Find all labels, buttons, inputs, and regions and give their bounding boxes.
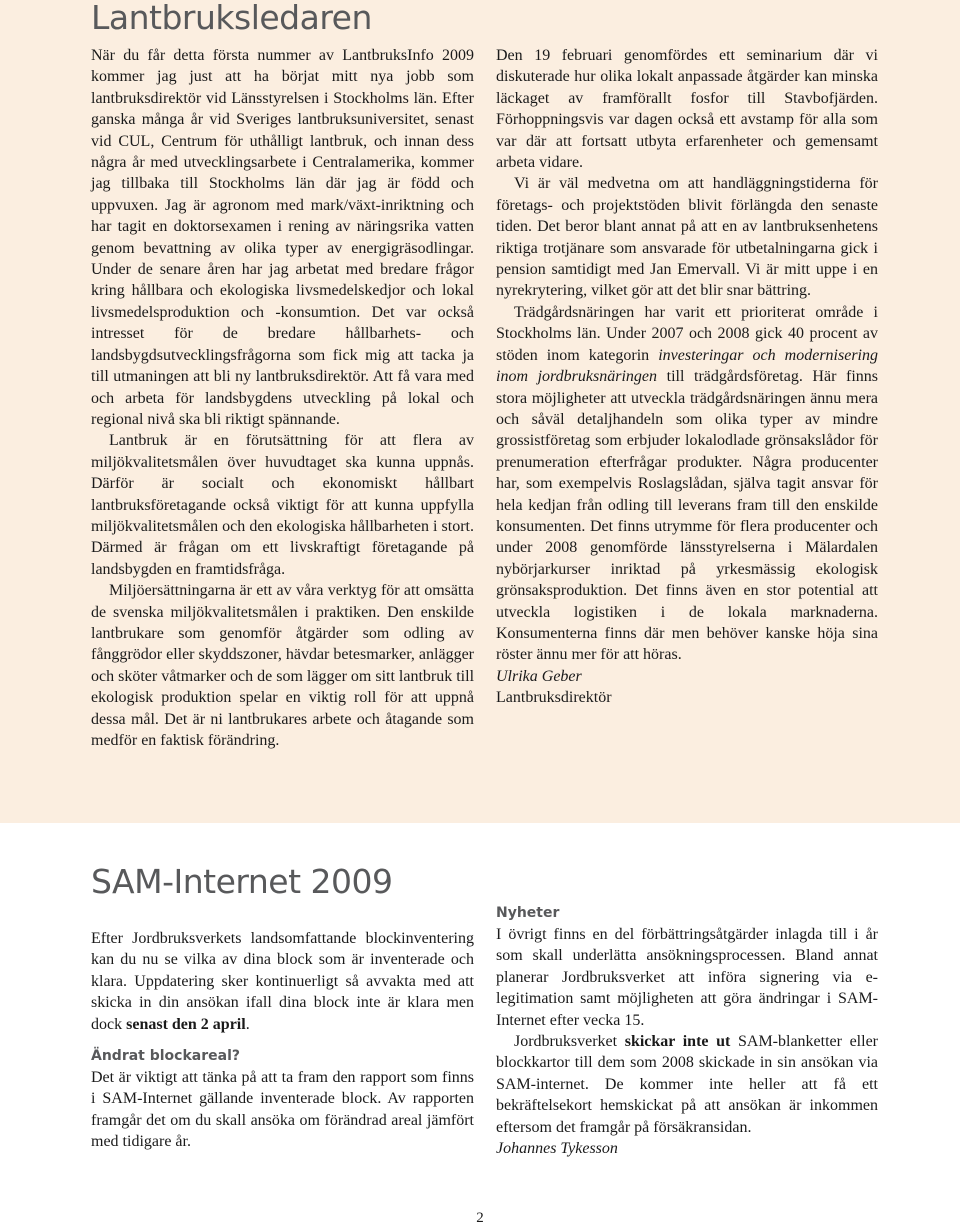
page-number: 2 xyxy=(476,1210,484,1226)
sam-paragraph xyxy=(496,1031,878,1138)
paragraph-text: Trädgårdsnäringen har varit ett prioriterat område i Stockholms län. Under 2007 och 2008 gick 40 procent av stöden inom kategorin xyxy=(496,303,878,364)
sam-left-column xyxy=(91,928,474,1153)
signature-name: Johannes Tykesson xyxy=(496,1140,618,1158)
editorial-paragraph xyxy=(496,302,878,666)
sam-paragraph xyxy=(91,928,474,1035)
editorial-title: Lantbruksledaren xyxy=(91,0,372,37)
sam-internet-title: SAM-Internet 2009 xyxy=(91,862,393,901)
editorial-paragraph: När du får detta första nummer av LantbruksInfo 2009 kommer jag just att ha börjat mitt nya jobb som lantbruksdirektör vid Länsstyrelsen i Stockholms län. Efter ganska många år vid Sveriges lantbruksuniversitet, senast vid CUL, Centrum för uthålligt lantbruk, och innan dess några år med utvecklingsarbete i Centralamerika, kommer jag tillbaka till Stockholms län där jag är född och uppvuxen. Jag är agronom med mark/växt-inriktning och har tagit en doktorsexamen i rening av näringsrika vatten genom bevattning av olika typer av energigräsodlingar. Under de senare åren har jag arbetat med bredare frågor kring hållbara och ekologiska livsmedelskedjor och lokal livsmedelsproduktion och -konsumtion. Det var också intresset för de bredare hållbarhets- och landsbygdsutvecklingsfrågorna som fick mig att tacka ja till utmaningen att bli ny lantbruksdirektör. Att få vara med och arbeta för landsbygdens utveckling på lokal och regional nivå ska bli riktigt spännande. xyxy=(91,47,474,428)
emphasized-phrase: investeringar och modernisering inom jordbruksnäringen xyxy=(496,346,878,386)
paragraph-text: Jordbruksverket xyxy=(514,1033,618,1051)
editorial-paragraph: Miljöersättningarna är ett av våra verktyg för att omsätta de svenska miljökvalitetsmålen i praktiken. Den enskilde lantbrukare som genomför åtgärder som odling av fånggrödor eller skyddszoner, hävdar betesmarker, anlägger och sköter våtmarker och de som lägger om sitt lantbruk till ekologisk produktion spelar en viktig roll för att uppnå dessa mål. Det är ni lantbrukares arbete och åtagande som medför en faktisk förändring. xyxy=(91,582,475,749)
editorial-right-column xyxy=(496,45,878,709)
editorial-paragraph: Den 19 februari genomfördes ett seminarium där vi diskuterade hur olika lokalt anpassade åtgärder kan minska läckaget av framförallt fosfor till Stavbofjärden. Förhoppningsvis var dagen också ett avstamp för alla som var där att fortsatt utbyta erfarenheter och gemensamt arbeta vidare. xyxy=(496,47,878,172)
signature-name: Ulrika Geber xyxy=(496,667,582,685)
subheading-news: Nyheter xyxy=(496,905,560,921)
paragraph-text: SAM-blanketter eller blockkartor till dem som 2008 skickade in sin ansökan via SAM-internet. De kommer inte heller att få ett bekräftelsekort hemskickat på att ansökan är inkommen eftersom det framgår på försäkransidan. xyxy=(496,1033,879,1136)
paragraph-text: Efter Jordbruksverkets landsomfattande blockinventering kan du nu se vilka av dina block som är inventerade och klara. Uppdatering sker kontinuerligt så avvakta med att skicka in din ansökan ifall dina block inte är klara men dock xyxy=(91,930,474,1033)
editorial-paragraph: Vi är väl medvetna om att handläggningstiderna för företags- och projektstöden blivit förlängda den senaste tiden. Det beror blant annat på att en av lantbruksenhetens riktiga trotjänare som ansvarade för utbetalningarna gick i pension samtidigt med Jan Emervall. Vi är mitt uppe i en nyrekrytering, vilket gör att det blir snar bättring. xyxy=(496,175,878,300)
editorial-left-column xyxy=(91,45,474,751)
paragraph-text: till trädgårdsföretag. Här finns stora möjligheter att utveckla trädgårdsnäringen ännu mera och såväl detaljhandeln som olika typer av mindre grossistföretag som erbjuder lokalodlade grönsakslådor för prenumeration efterfrågar produkter. Några producenter har, som exempelvis Roslagslådan, själva tagit ansvar för hela kedjan från odling till leverans fram till den enskilde konsumenten. Det finns utrymme för flera producenter och under 2008 genomförde länsstyrelserna i Mälardalen nybörjarkurser inriktad på yrkesmässig ekologisk grönsaksproduktion. Det finns även en stor potential att utveckla logistiken i de lokala marknaderna. Konsumenterna finns där men behöver kanske höja sina röster ännu mer för att höras. xyxy=(496,368,879,664)
deadline-text: senast den 2 april xyxy=(126,1015,246,1033)
emphasized-bold: skickar inte ut xyxy=(624,1033,731,1051)
sam-right-column xyxy=(496,902,878,1159)
editorial-paragraph: Lantbruk är en förutsättning för att flera av miljökvalitetsmålen över huvudtaget ska kunna uppnås. Därför är socialt och ekonomiskt hållbart lantbruksföretagande också viktigt för att kunna uppfylla miljökvalitetsmålen och den ekologiska hållbarheten i stort. Därmed är frågan om ett livskraftigt företagande på landsbygden en framtidsfråga. xyxy=(91,432,474,578)
signature-title: Lantbruksdirektör xyxy=(496,689,612,707)
subheading-changed-area: Ändrat blockareal? xyxy=(91,1048,241,1065)
sam-paragraph: I övrigt finns en del förbättringsåtgärder inlagda till i år som skall underlätta ansökningsprocessen. Bland annat planerar Jordbruksverket att införa signering via e-legitimation samt möjligheten att göra ändringar i SAM-Internet efter vecka 15. xyxy=(496,926,878,1029)
paragraph-text: . xyxy=(245,1015,250,1033)
sam-paragraph: Det är viktigt att tänka på att ta fram den rapport som finns i SAM-Internet gällande inventerade block. Av rapporten framgår det om du skall ansöka om förändrad areal jämfört med tidigare år. xyxy=(91,1069,474,1151)
